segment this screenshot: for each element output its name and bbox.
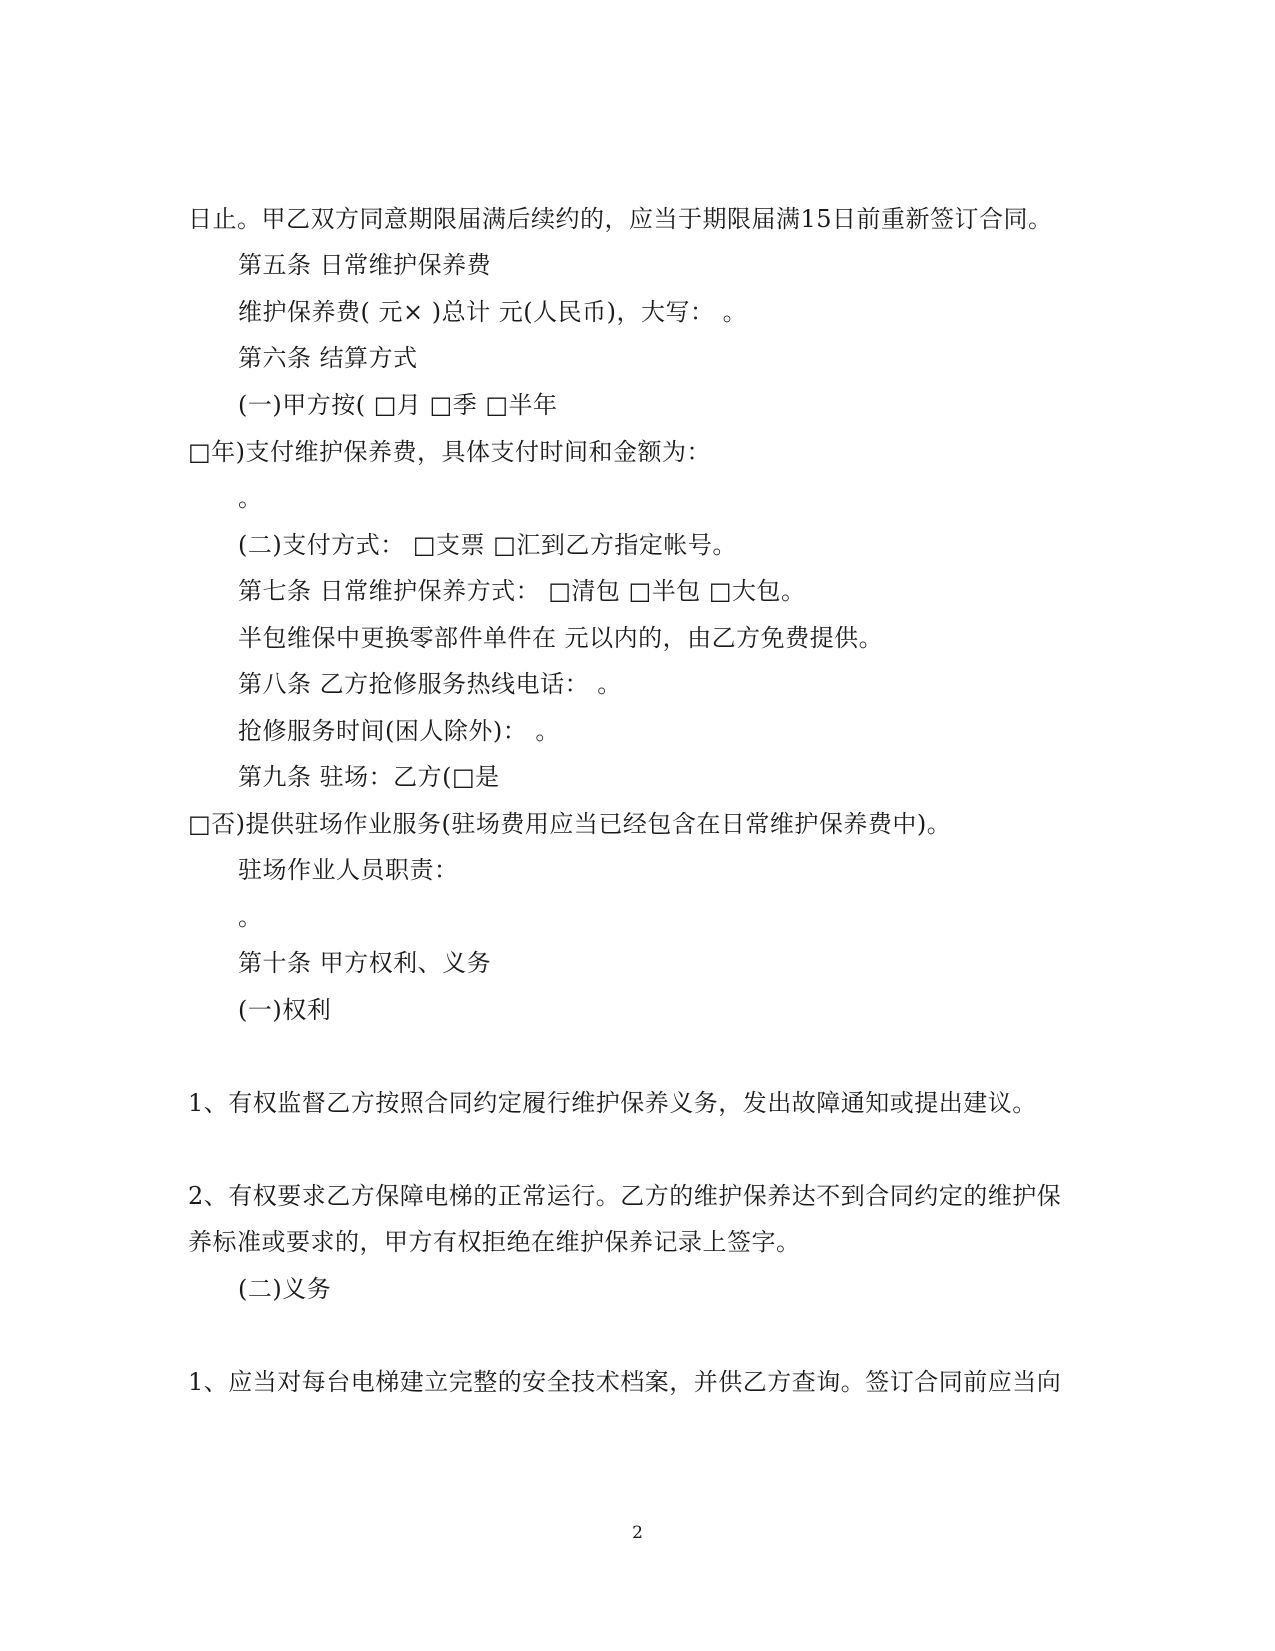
text-line: 养标准或要求的，甲方有权拒绝在维护保养记录上签字。 <box>188 1228 801 1256</box>
text-line: 。 <box>238 484 263 512</box>
text-line: (一)甲方按( □月 □季 □半年 <box>238 391 558 419</box>
text-line: 日止。甲乙双方同意期限届满后续约的，应当于期限届满15日前重新签订合同。 <box>188 205 1053 233</box>
section-heading: 第九条 驻场：乙方(□是 <box>238 763 500 791</box>
section-heading: 第十条 甲方权利、义务 <box>238 949 492 977</box>
section-heading: 第六条 结算方式 <box>238 344 418 372</box>
text-line: □年)支付维护保养费，具体支付时间和金额为： <box>188 438 712 466</box>
subsection-heading: (一)权利 <box>238 996 332 1024</box>
page-number: 2 <box>632 1523 643 1543</box>
text-line: □否)提供驻场作业服务(驻场费用应当已经包含在日常维护保养费中)。 <box>188 810 952 838</box>
text-line: 2、有权要求乙方保障电梯的正常运行。乙方的维护保养达不到合同约定的维护保 <box>188 1182 1062 1210</box>
section-heading: 第八条 乙方抢修服务热线电话： 。 <box>238 670 622 698</box>
text-line: 1、有权监督乙方按照合同约定履行维护保养义务，发出故障通知或提出建议。 <box>188 1089 1037 1117</box>
subsection-heading: (二)义务 <box>238 1275 332 1303</box>
text-line: (二)支付方式： □支票 □汇到乙方指定帐号。 <box>238 531 737 559</box>
text-line: 半包维保中更换零部件单件在 元以内的，由乙方免费提供。 <box>238 624 884 652</box>
section-heading: 第七条 日常维护保养方式： □清包 □半包 □大包。 <box>238 577 806 605</box>
section-heading: 第五条 日常维护保养费 <box>238 251 492 279</box>
text-line: 。 <box>238 903 263 931</box>
text-line: 抢修服务时间(困人除外)： 。 <box>238 717 560 745</box>
text-line: 1、应当对每台电梯建立完整的安全技术档案，并供乙方查询。签订合同前应当向 <box>188 1368 1062 1396</box>
text-line: 驻场作业人员职责： <box>238 856 459 884</box>
text-line: 维护保养费( 元× )总计 元(人民币)，大写： 。 <box>238 298 748 326</box>
